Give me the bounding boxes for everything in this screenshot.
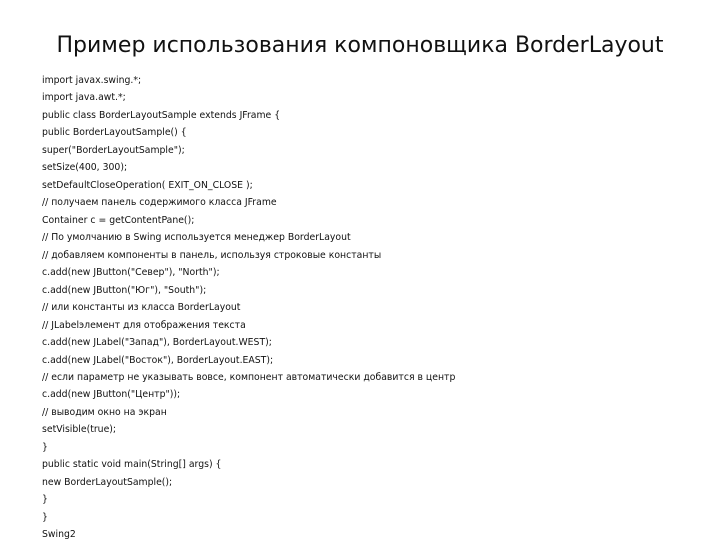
code-line: c.add(new JButton("Север"), "North"); [42,267,220,279]
code-line: public class BorderLayoutSample extends JFrame { [42,109,281,121]
code-line: } [42,494,48,506]
slide-title: Пример использования компоновщика BorderLayout [56,33,664,58]
code-line: c.add(new JButton("Юг"), "South"); [42,284,207,296]
code-line: } [42,511,48,523]
code-line: public static void main(String[] args) { [42,459,222,471]
code-line: c.add(new JLabel("Запад"), BorderLayout.WEST); [42,337,272,349]
code-line: } [42,441,48,453]
code-line: setDefaultCloseOperation( EXIT_ON_CLOSE ); [42,179,253,191]
code-line: setSize(400, 300); [42,162,128,174]
code-line: setVisible(true); [42,424,117,436]
code-line: super("BorderLayoutSample"); [42,144,185,156]
code-comment-line: // если параметр не указывать вовсе, компонент автоматически добавится в центр [42,371,456,383]
code-line: import java.awt.*; [42,92,126,104]
code-listing [42,72,702,544]
code-line: c.add(new JLabel("Восток"), BorderLayout.EAST); [42,354,274,366]
code-comment-line: // По умолчанию в Swing используется менеджер BorderLayout [42,232,351,244]
code-line: Container c = getContentPane(); [42,214,195,226]
code-line: new BorderLayoutSample(); [42,476,173,488]
code-comment-line: // или константы из класса BorderLayout [42,302,241,314]
code-comment-line: // выводим окно на экран [42,406,167,418]
code-line: c.add(new JButton("Центр")); [42,389,181,401]
footer-label: Swing2 [42,529,76,541]
code-line: import javax.swing.*; [42,75,142,86]
code-comment-line: // JLabelэлемент для отображения текста [42,319,246,331]
code-comment-line: // получаем панель содержимого класса JFrame [42,197,277,209]
code-comment-line: // добавляем компоненты в панель, используя строковые константы [42,249,382,261]
code-line: public BorderLayoutSample() { [42,127,187,139]
